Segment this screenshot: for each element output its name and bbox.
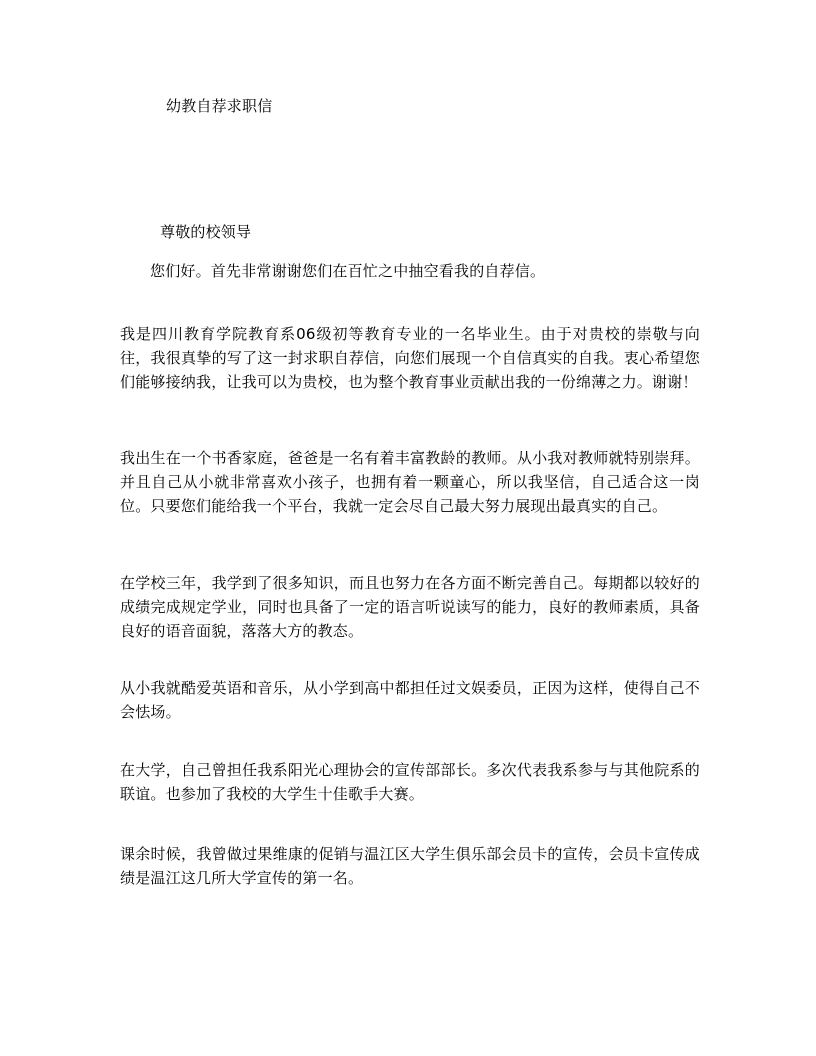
- document-title: 幼教自荐求职信: [166, 97, 273, 115]
- paragraph-hobbies: 从小我就酷爱英语和音乐，从小学到高中都担任过文娱委员，正因为这样，使得自己不会怯场。: [120, 679, 700, 721]
- paragraph-school-study: 在学校三年，我学到了很多知识，而且也努力在各方面不断完善自己。每期都以较好的成绩完成规定学业，同时也具备了一定的语言听说读写的能力，良好的教师素质，具备良好的语音面貌，落落大方的教态。: [120, 574, 700, 640]
- paragraph-family-background: 我出生在一个书香家庭，爸爸是一名有着丰富教龄的教师。从小我对教师就特别崇拜。并且自己从小就非常喜欢小孩子，也拥有着一颗童心，所以我坚信，自己适合这一岗位。只要您们能给我一个平台，我就一定会尽自己最大努力展现出最真实的自己。: [120, 449, 700, 515]
- paragraph-part-time-work: 课余时候，我曾做过果维康的促销与温江区大学生俱乐部会员卡的宣传，会员卡宣传成绩是温江这几所大学宣传的第一名。: [120, 845, 700, 887]
- paragraph-introduction: 我是四川教育学院教育系06级初等教育专业的一名毕业生。由于对贵校的崇敬与向往，我很真挚的写了这一封求职自荐信，向您们展现一个自信真实的自我。衷心希望您们能够接纳我，让我可以为贵校，也为整个教育事业贡献出我的一份绵薄之力。谢谢！: [120, 325, 700, 391]
- greeting: 您们好。首先非常谢谢您们在百忙之中抽空看我的自荐信。: [150, 262, 546, 280]
- salutation: 尊敬的校领导: [160, 223, 252, 241]
- paragraph-university-activities: 在大学，自己曾担任我系阳光心理协会的宣传部部长。多次代表我系参与与其他院系的联谊。也参加了我校的大学生十佳歌手大赛。: [120, 761, 700, 803]
